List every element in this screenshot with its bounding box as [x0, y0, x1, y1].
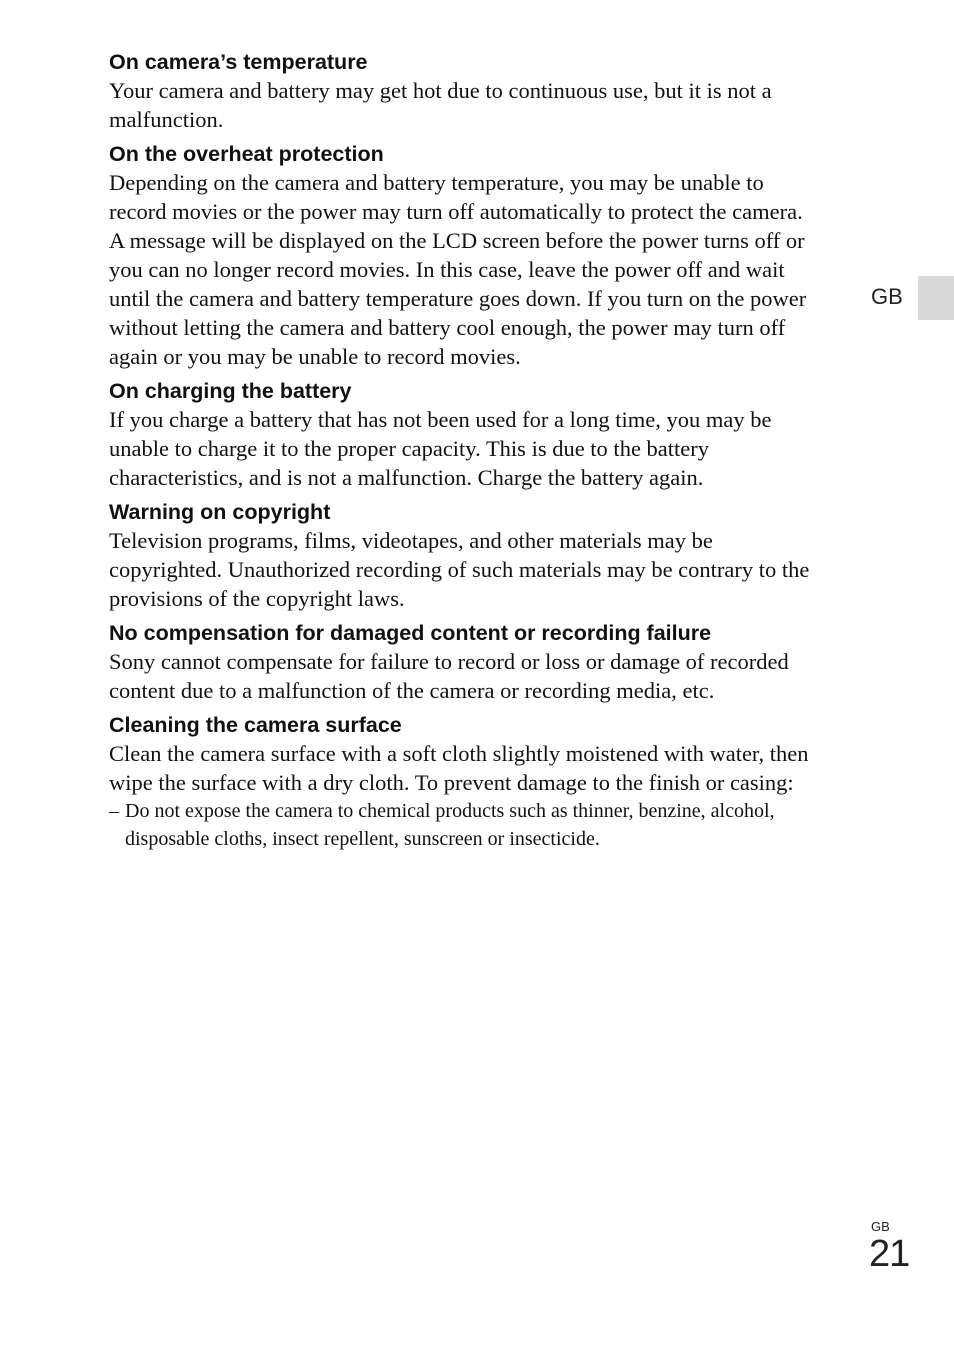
- section-body: [109, 526, 869, 613]
- language-side-label: GB: [871, 284, 903, 309]
- section-body: [109, 739, 869, 797]
- section-heading: On the overheat protection: [109, 142, 384, 166]
- bullet-line: disposable cloths, insect repellent, sunscreen or insecticide.: [125, 828, 600, 850]
- body-line: A message will be displayed on the LCD screen before the power turns off or: [109, 228, 805, 253]
- section-heading: Warning on copyright: [109, 500, 331, 524]
- section-charging-battery: [109, 377, 869, 492]
- section-overheat-protection: [109, 140, 869, 371]
- body-line: record movies or the power may turn off automatically to protect the camera.: [109, 199, 803, 224]
- body-line: malfunction.: [109, 107, 224, 132]
- body-line: you can no longer record movies. In this case, leave the power off and wait: [109, 257, 785, 282]
- footer-language: GB: [871, 1219, 890, 1234]
- body-line: again or you may be unable to record movies.: [109, 344, 521, 369]
- body-line: wipe the surface with a dry cloth. To prevent damage to the finish or casing:: [109, 770, 794, 795]
- section-camera-temperature: [109, 48, 869, 134]
- section-heading: On charging the battery: [109, 379, 352, 403]
- section-cleaning-surface: [109, 711, 869, 853]
- side-tab-marker: [918, 276, 954, 320]
- bullet-line: Do not expose the camera to chemical products such as thinner, benzine, alcohol,: [125, 800, 775, 822]
- section-body: [109, 76, 869, 134]
- section-heading: Cleaning the camera surface: [109, 713, 402, 737]
- bullet-dash: –: [109, 800, 119, 822]
- section-heading: No compensation for damaged content or recording failure: [109, 621, 712, 645]
- body-line: If you charge a battery that has not been used for a long time, you may be: [109, 407, 772, 432]
- section-copyright-warning: [109, 498, 869, 613]
- body-line: provisions of the copyright laws.: [109, 586, 405, 611]
- page-number: 21: [869, 1233, 910, 1275]
- body-line: Sony cannot compensate for failure to record or loss or damage of recorded: [109, 649, 789, 674]
- body-line: without letting the camera and battery cool enough, the power may turn off: [109, 315, 786, 340]
- body-line: Television programs, films, videotapes, and other materials may be: [109, 528, 713, 553]
- page-content: [109, 48, 869, 853]
- section-no-compensation: [109, 619, 869, 705]
- body-line: unable to charge it to the proper capacity. This is due to the battery: [109, 436, 710, 461]
- body-line: Your camera and battery may get hot due to continuous use, but it is not a: [109, 78, 772, 103]
- section-heading: On camera’s temperature: [109, 50, 368, 74]
- body-line: until the camera and battery temperature goes down. If you turn on the power: [109, 286, 807, 311]
- section-body: [109, 405, 869, 492]
- body-line: Clean the camera surface with a soft cloth slightly moistened with water, then: [109, 741, 809, 766]
- section-body: [109, 647, 869, 705]
- body-line: copyrighted. Unauthorized recording of such materials may be contrary to the: [109, 557, 810, 582]
- body-line: characteristics, and is not a malfunction. Charge the battery again.: [109, 465, 704, 490]
- section-body: [109, 168, 869, 371]
- body-line: Depending on the camera and battery temperature, you may be unable to: [109, 170, 764, 195]
- body-line: content due to a malfunction of the camera or recording media, etc.: [109, 678, 715, 703]
- bullet-item: [109, 797, 869, 853]
